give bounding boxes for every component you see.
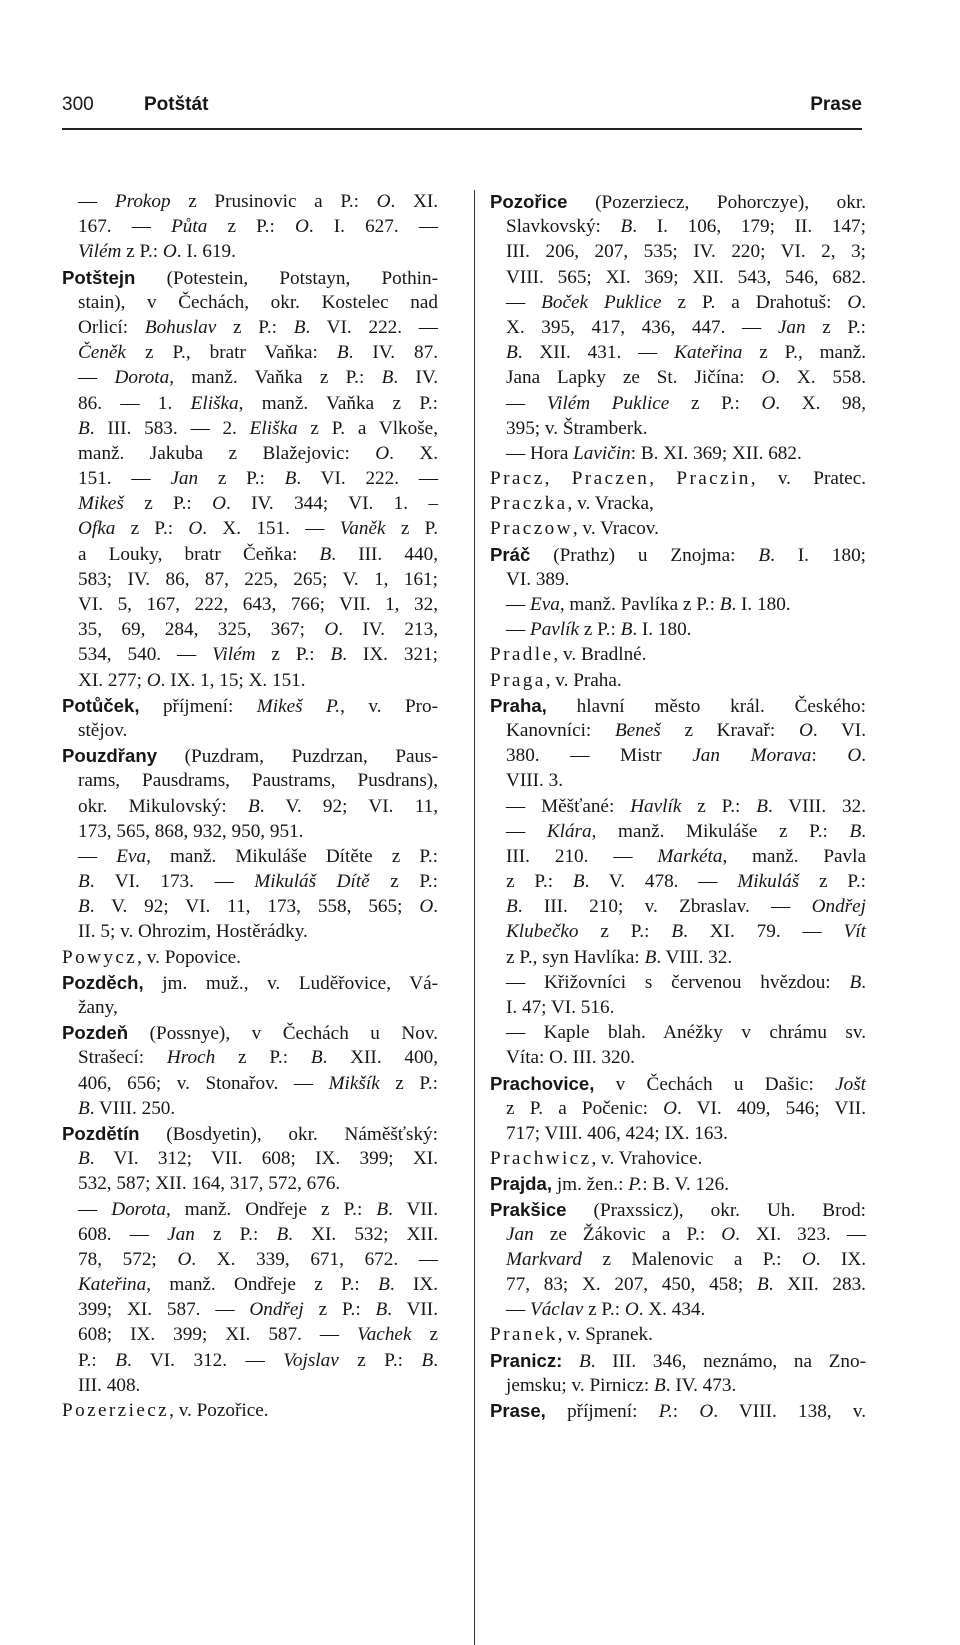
text-line: Pozděch, jm. muž., v. Luděřovice, Vá- [62,971,438,994]
text-line: — Kaple blah. Anéžky v chrámu sv. [506,1022,866,1044]
text-line: — Dorota, manž. Ondřeje z P.: B. VII. [78,1198,438,1220]
text-line: Pozdeň (Possnye), v Čechách u Nov. [62,1022,438,1045]
text-line: 86. — 1. Eliška, manž. Vaňka z P.: [78,392,439,414]
text-line: 395; v. Štramberk. [506,417,648,439]
text-line: Víta: O. III. 320. [506,1047,635,1069]
text-line: Pracz, Praczen, Praczin, v. Pratec. [490,468,867,490]
text-line: Markvard z Malenovic a P.: O. IX. [506,1248,866,1270]
text-line: 406, 656; v. Stonařov. — Mikšík z P.: [78,1072,439,1094]
text-line: 399; XI. 587. — Ondřej z P.: B. VII. [78,1299,438,1321]
text-line: Praga, v. Praha. [490,669,622,691]
text-line: 173, 565, 868, 932, 950, 951. [78,820,304,842]
text-line: III. 206, 207, 535; IV. 220; VI. 2, 3; [506,241,866,263]
text-line: B. III. 583. — 2. Eliška z P. a Vlkoše, [78,417,439,439]
text-line: Potštejn (Potestein, Potstayn, Pothin- [62,266,438,289]
text-line: Strašecí: Hroch z P.: B. XII. 400, [78,1047,439,1069]
left-column [62,189,438,1423]
text-line: Prakšice (Praxssicz), okr. Uh. Brod: [490,1198,866,1221]
text-line: — Prokop z Prusinovic a P.: O. XI. [78,191,439,212]
text-line: 77, 83; X. 207, 450, 458; B. XII. 283. [506,1274,866,1296]
text-line: z P., syn Havlíka: B. VIII. 32. [506,946,733,968]
text-line: stějov. [78,719,128,741]
text-line: žany, [78,997,118,1018]
text-line: 167. — Půta z P.: O. I. 627. — [78,216,439,238]
text-line: Prachovice, v Čechách u Dašic: Jošt [490,1072,866,1095]
text-line: — Václav z P.: O. X. 434. [506,1299,706,1321]
text-line: Ofka z P.: O. X. 151. — Vaněk z P. [78,518,439,540]
text-line: B. VI. 173. — Mikuláš Dítě z P.: [78,871,439,893]
text-line: 717; VIII. 406, 424; IX. 163. [506,1122,728,1144]
text-line: B. III. 210; v. Zbraslav. — Ondřej [506,896,866,918]
text-line: Prachwicz, v. Vrahovice. [490,1148,703,1170]
text-line: 608; IX. 399; XI. 587. — Vachek z [78,1324,438,1346]
text-line: a Louky, bratr Čeňka: B. III. 440, [78,543,439,565]
text-line: z P. a Počenic: O. VI. 409, 546; VII. [506,1097,866,1119]
text-line: 534, 540. — Vilém z P.: B. IX. 321; [78,644,439,666]
text-line: Orlicí: Bohuslav z P.: B. VI. 222. — [78,316,438,338]
text-line: z P.: B. V. 478. — Mikuláš z P.: [506,871,867,893]
text-line: Pranicz: B. III. 346, neznámo, na Zno- [490,1349,866,1372]
text-line: — Měšťané: Havlík z P.: B. VIII. 32. [506,795,866,817]
text-line: B. VIII. 250. [78,1097,176,1119]
text-line: Kateřina, manž. Ondřeje z P.: B. IX. [78,1274,438,1296]
text-line: 151. — Jan z P.: B. VI. 222. — [78,468,439,490]
text-line: jemsku; v. Pirnicz: B. IV. 473. [506,1374,737,1396]
text-line: rams, Pausdrams, Paustrams, Pusdrans), [78,770,438,792]
text-line: Vilém z P.: O. I. 619. [78,241,236,263]
text-line: Kanovníci: Beneš z Kravař: O. VI. [506,719,866,741]
running-title-right: Prase [810,94,862,115]
text-line: I. 47; VI. 516. [506,997,615,1018]
text-line: Mikeš z P.: O. IV. 344; VI. 1. – [78,493,438,515]
text-line: 78, 572; O. X. 339, 671, 672. — [78,1248,438,1270]
text-line: — Eva, manž. Pavlíka z P.: B. I. 180. [506,594,791,615]
page-number: 300 [62,94,94,115]
text-line: — Hora Lavičin: B. XI. 369; XII. 682. [506,442,802,464]
text-line: VI. 5, 167, 222, 643, 766; VII. 1, 32, [78,594,438,615]
text-line: — Klára, manž. Mikuláše z P.: B. [506,820,866,842]
text-line: Pranek, v. Spranek. [490,1324,653,1346]
text-line: P.: B. VI. 312. — Vojslav z P.: B. [78,1349,439,1371]
text-line: Powycz, v. Popovice. [62,946,241,968]
text-line: 35, 69, 284, 325, 367; O. IV. 213, [78,619,438,641]
text-line: Práč (Prathz) u Znojma: B. I. 180; [490,543,866,566]
text-line: X. 395, 417, 436, 447. — Jan z P.: [506,316,866,338]
text-line: B. VI. 312; VII. 608; IX. 399; XI. [78,1148,438,1170]
text-line: Pozerziecz, v. Pozořice. [62,1400,269,1421]
text-line: — Pavlík z P.: B. I. 180. [506,619,692,641]
text-line: Potůček, příjmení: Mikeš P., v. Pro- [62,694,438,717]
page-header [62,90,862,130]
text-line: Klubečko z P.: B. XI. 79. — Vít [506,921,867,943]
text-line: VIII. 3. [506,770,564,792]
text-line: XI. 277; O. IX. 1, 15; X. 151. [78,669,306,691]
text-line: 532, 587; XII. 164, 317, 572, 676. [78,1173,341,1195]
text-line: Prajda, jm. žen.: P.: B. V. 126. [490,1173,729,1196]
text-line: — Boček Puklice z P. a Drahotuš: O. [506,291,867,313]
text-line: III. 408. [78,1374,141,1396]
text-line: — Vilém Puklice z P.: O. X. 98, [506,392,867,414]
text-line: Jana Lapky ze St. Jičína: O. X. 558. [506,367,866,389]
text-line: II. 5; v. Ohrozim, Hostěrádky. [78,921,308,943]
text-line: Slavkovský: B. I. 106, 179; II. 147; [506,216,866,238]
text-line: B. V. 92; VI. 11, 173, 558, 565; O. [78,896,438,918]
text-line: Čeněk z P., bratr Vaňka: B. IV. 87. [78,342,438,364]
text-line: 380. — Mistr Jan Morava: O. [506,745,866,767]
text-line: B. XII. 431. — Kateřina z P., manž. [506,342,866,364]
text-line: manž. Jakuba z Blažejovic: O. X. [78,442,438,464]
running-title: Potštát [144,94,209,115]
text-line: III. 210. — Markéta, manž. Pavla [506,845,866,867]
text-line: Pouzdřany (Puzdram, Puzdrzan, Paus- [62,745,438,768]
text-line: — Křižovníci s červenou hvězdou: B. [506,971,866,993]
column-divider [474,190,475,1645]
text-line: Praha, hlavní město král. Českého: [490,694,866,717]
text-line: Pradle, v. Bradlné. [490,644,647,666]
text-line: VI. 389. [506,568,570,590]
text-line: — Dorota, manž. Vaňka z P.: B. IV. [78,367,438,389]
text-line: 608. — Jan z P.: B. XI. 532; XII. [78,1223,439,1245]
text-line: Prase, příjmení: P.: O. VIII. 138, v. [490,1400,867,1422]
text-line: — Eva, manž. Mikuláše Dítěte z P.: [78,845,439,867]
text-line: 583; IV. 86, 87, 225, 265; V. 1, 161; [78,568,438,590]
text-line: Praczow, v. Vracov. [490,518,659,540]
text-line: Pozdětín (Bosdyetin), okr. Náměšťský: [62,1122,438,1145]
text-line: Praczka, v. Vracka, [490,493,654,515]
text-line: Pozořice (Pozerziecz, Pohorczye), okr. [490,191,866,213]
right-column [490,189,866,1423]
text-line: VIII. 565; XI. 369; XII. 543, 546, 682. [506,266,866,288]
text-line: okr. Mikulovský: B. V. 92; VI. 11, [78,795,438,817]
text-line: Jan ze Žákovic a P.: O. XI. 323. — [506,1223,867,1245]
text-line: stain), v Čechách, okr. Kostelec nad [78,291,438,313]
